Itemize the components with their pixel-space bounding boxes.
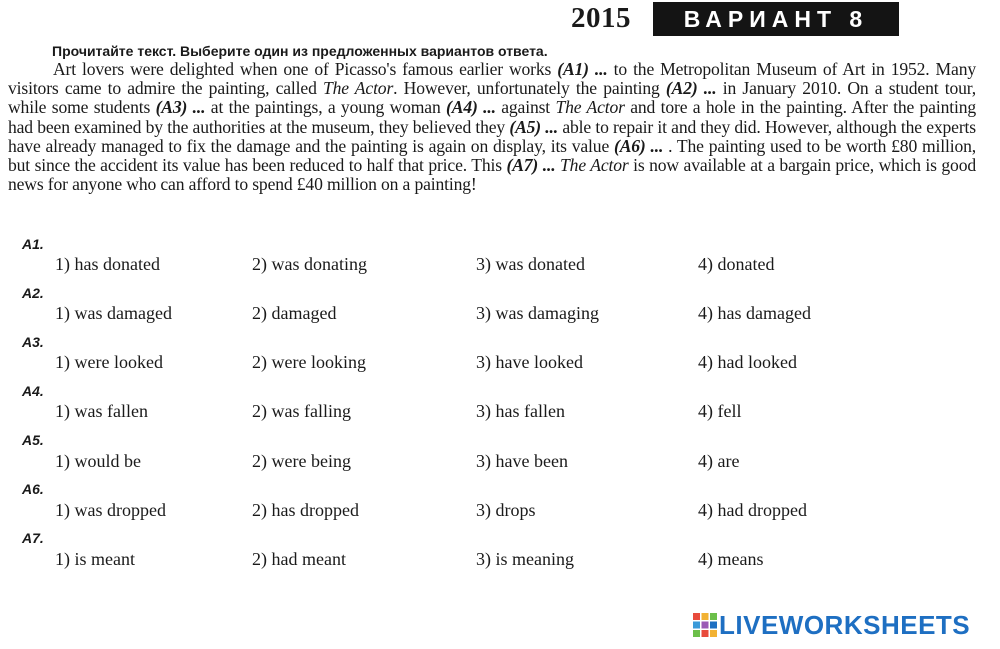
liveworksheets-logo-text: LIVEWORKSHEETS [719,609,971,640]
question-label-a5: A5. [22,432,44,448]
option-a3-1[interactable]: 1) were looked [55,352,163,372]
question-label-a2: A2. [22,285,44,301]
gap-a2: (A2) ... [665,78,717,99]
option-a3-3[interactable]: 3) have looked [476,352,583,372]
question-label-a6: A6. [22,481,44,497]
instruction-text: Прочитайте текст. Выберите один из предложенных вариантов ответа. [52,43,548,59]
question-label-a3: A3. [22,334,44,350]
option-a2-4[interactable]: 4) has damaged [698,303,811,323]
gap-a4: (A4) ... [446,97,496,118]
option-a4-3[interactable]: 3) has fallen [476,401,565,421]
option-a7-2[interactable]: 2) had meant [252,549,346,569]
option-a1-2[interactable]: 2) was donating [252,254,367,274]
gap-a6: (A6) ... [613,135,664,156]
gap-a3: (A3) ... [155,97,206,118]
gap-a1: (A1) ... [557,59,608,79]
option-a5-4[interactable]: 4) are [698,451,740,471]
option-a1-3[interactable]: 3) was donated [476,254,585,274]
question-label-a7: A7. [22,530,44,546]
liveworksheets-logo-icon [693,613,717,637]
variant-banner: ВАРИАНТ 8 [653,2,899,36]
option-a2-3[interactable]: 3) was damaging [476,303,599,323]
question-label-a4: A4. [22,383,44,399]
option-a5-1[interactable]: 1) would be [55,451,141,471]
question-label-a1: A1. [22,236,44,252]
option-a7-1[interactable]: 1) is meant [55,549,135,569]
option-a6-3[interactable]: 3) drops [476,500,536,520]
option-a6-1[interactable]: 1) was dropped [55,500,166,520]
option-a4-1[interactable]: 1) was fallen [55,401,148,421]
option-a7-4[interactable]: 4) means [698,549,764,569]
gap-a5: (A5) ... [509,116,559,137]
liveworksheets-logo[interactable] [693,609,970,641]
option-a3-2[interactable]: 2) were looking [252,352,366,372]
option-a6-2[interactable]: 2) has dropped [252,500,359,520]
option-a4-2[interactable]: 2) was falling [252,401,351,421]
option-a5-3[interactable]: 3) have been [476,451,568,471]
option-a5-2[interactable]: 2) were being [252,451,351,471]
option-a4-4[interactable]: 4) fell [698,401,742,421]
option-a1-4[interactable]: 4) donated [698,254,775,274]
option-a2-2[interactable]: 2) damaged [252,303,337,323]
option-a2-1[interactable]: 1) was damaged [55,303,172,323]
option-a3-4[interactable]: 4) had looked [698,352,797,372]
gap-a7: (A7) ... [506,155,556,176]
reading-passage: Art lovers were delighted when one of Picasso's famous earlier works (A1) ... to the Metropolitan Museum of Art in 1952. Many visitors came to admire the painting, called The Actor. However, unfortunately the painting (A2) ... in January 2010. On a student tour, while some students (A3) ... at the paintings, a young woman (A4) ... against The Actor and tore a hole in the painting. After the painting had been examined by the authorities at the museum, they believed they (A5) ... able to repair it and they did. However, although the experts have already managed to fix the damage and the painting is again on display, its value (A6) ... . The painting used to be worth £80 million, but since the accident its value has been reduced to half that price. This (A7) ... The Actor is now available at a bargain price, which is good news for anyone who can afford to spend £40 million on a painting! [8,59,976,195]
option-a7-3[interactable]: 3) is meaning [476,549,574,569]
option-a6-4[interactable]: 4) had dropped [698,500,807,520]
year-label: 2015 [571,2,631,34]
option-a1-1[interactable]: 1) has donated [55,254,160,274]
